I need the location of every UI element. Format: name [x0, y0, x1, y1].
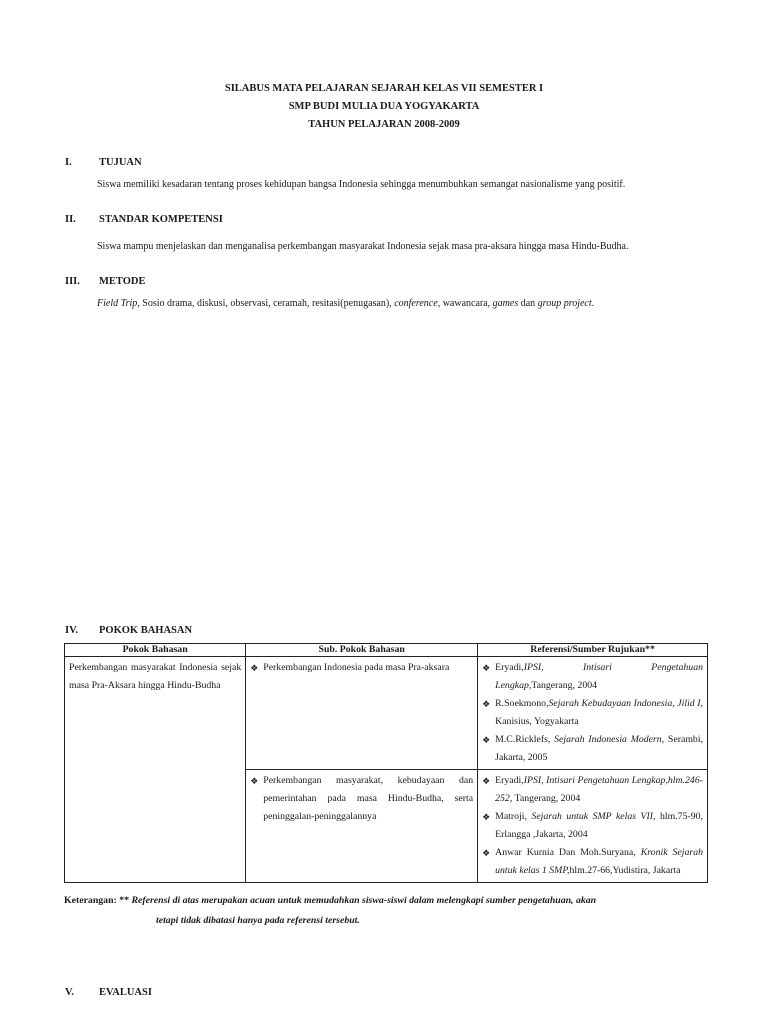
table-header-cell: Pokok Bahasan	[65, 644, 246, 657]
method-field-trip: Field Trip	[97, 298, 138, 309]
section-number: I.	[65, 157, 72, 168]
method-text: , wawancara,	[437, 298, 493, 309]
section-title: EVALUASI	[99, 987, 152, 998]
list-item	[482, 659, 703, 695]
diamond-bullet-icon: ❖	[482, 848, 491, 858]
method-text: .	[591, 298, 595, 309]
footnote-line-2: tetapi tidak dibatasi hanya pada referensi tersebut.	[156, 915, 360, 926]
section-tujuan	[65, 157, 685, 192]
list-item	[482, 695, 703, 731]
referensi-cell	[478, 770, 708, 883]
diamond-bullet-icon: ❖	[482, 699, 491, 709]
section-body: Siswa mampu menjelaskan dan menganalisa perkembangan masyarakat Indonesia sejak masa pra-aksara hingga masa Hindu-Budha.	[97, 241, 629, 252]
section-number: III.	[65, 276, 80, 287]
section-metode	[65, 276, 705, 311]
sub-pokok-text: Perkembangan Indonesia pada masa Pra-aksara	[263, 662, 450, 673]
diamond-bullet-icon: ❖	[250, 663, 259, 673]
table-header-row	[65, 644, 708, 657]
section-number: V.	[65, 987, 74, 998]
title-line-1: SILABUS MATA PELAJARAN SEJARAH KELAS VII SEMESTER I	[224, 83, 544, 94]
section-number: IV.	[65, 625, 78, 636]
table-header-cell: Referensi/Sumber Rujukan**	[478, 644, 708, 657]
pokok-cell	[65, 657, 246, 883]
reference-text: Eryadi,IPSI, Intisari Pengetahuan Lengkap,Tangerang, 2004	[495, 662, 703, 691]
table-row	[65, 657, 708, 770]
diamond-bullet-icon: ❖	[482, 663, 491, 673]
list-item	[250, 659, 473, 677]
list-item	[482, 808, 703, 844]
method-group-project: group project	[537, 298, 592, 309]
footnote	[64, 891, 714, 931]
method-text: dan	[518, 298, 538, 309]
method-text: , Sosio drama, diskusi, observasi, ceramah, resitasi(penugasan),	[137, 298, 395, 309]
reference-text: Anwar Kurnia Dan Moh.Suryana, Kronik Sejarah untuk kelas 1 SMP,hlm.27-66,Yudistira, Jakarta	[495, 847, 703, 876]
reference-text: M.C.Ricklefs, Sejarah Indonesia Modern, Serambi, Jakarta, 2005	[495, 734, 704, 763]
reference-text: Eryadi,IPSI, Intisari Pengetahuan Lengkap,hlm.246-252, Tangerang, 2004	[495, 775, 703, 804]
diamond-bullet-icon: ❖	[482, 812, 491, 822]
footnote-line-1	[64, 891, 714, 911]
section-body	[97, 297, 705, 311]
sub-pokok-cell	[246, 770, 478, 883]
method-games: games	[492, 298, 519, 309]
section-title: TUJUAN	[99, 157, 142, 168]
sub-pokok-text: Perkembangan masyarakat, kebudayaan dan pemerintahan pada masa Hindu-Budha, serta peninggalan-peninggalannya	[263, 775, 474, 822]
title-line-3: TAHUN PELAJARAN 2008-2009	[308, 119, 460, 130]
method-conference: conference	[394, 298, 438, 309]
list-item	[482, 844, 703, 880]
list-item	[250, 772, 473, 826]
section-number: II.	[65, 214, 76, 225]
section-title: POKOK BAHASAN	[99, 625, 193, 636]
reference-text: Matroji, Sejarah untuk SMP kelas VII, hlm.75-90, Erlangga ,Jakarta, 2004	[495, 811, 703, 840]
referensi-cell	[478, 657, 708, 770]
footnote-label: Keterangan: **	[64, 895, 132, 906]
list-item	[482, 772, 703, 808]
footnote-text: Referensi di atas merupakan acuan untuk memudahkan siswa-siswi dalam melengkapi sumber pengetahuan, akan	[131, 895, 597, 906]
sub-pokok-cell	[246, 657, 478, 770]
diamond-bullet-icon: ❖	[250, 776, 259, 786]
section-standar-kompetensi	[65, 214, 705, 254]
section-evaluasi	[65, 987, 705, 1001]
section-title: STANDAR KOMPETENSI	[99, 214, 223, 225]
document-title	[0, 80, 768, 134]
diamond-bullet-icon: ❖	[482, 776, 491, 786]
section-title: METODE	[99, 276, 146, 287]
reference-text: R.Soekmono,Sejarah Kebudayaan Indonesia, Jilid I, Kanisius, Yogyakarta	[495, 698, 703, 727]
table-header-cell: Sub. Pokok Bahasan	[246, 644, 478, 657]
title-line-2: SMP BUDI MULIA DUA YOGYAKARTA	[288, 101, 480, 112]
list-item	[482, 731, 703, 767]
diamond-bullet-icon: ❖	[482, 735, 491, 745]
pokok-text: Perkembangan masyarakat Indonesia sejak masa Pra-Aksara hingga Hindu-Budha	[69, 662, 242, 691]
section-body: Siswa memiliki kesadaran tentang proses kehidupan bangsa Indonesia sehingga menumbuhkan semangat nasionalisme yang positif.	[97, 179, 626, 190]
section-pokok-bahasan	[65, 625, 705, 639]
pokok-bahasan-table	[64, 643, 708, 883]
